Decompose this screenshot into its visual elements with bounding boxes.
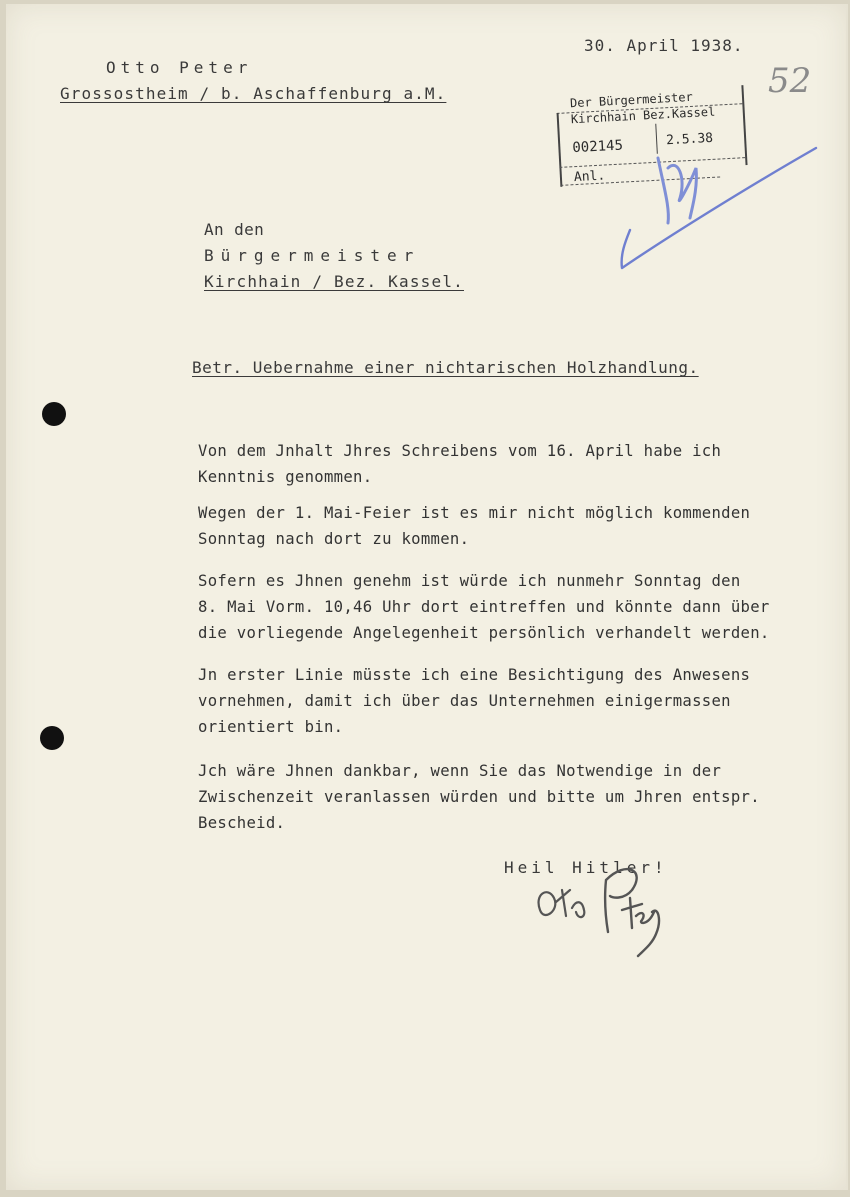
punch-hole-top xyxy=(42,402,66,426)
paragraph-5-line: Bescheid. xyxy=(198,814,286,832)
paragraph-2-line: Sonntag nach dort zu kommen. xyxy=(198,530,470,548)
recipient-line-1: An den xyxy=(204,220,265,239)
sender-place: Grossostheim / b. Aschaffenburg a.M. xyxy=(60,84,447,103)
margin-note xyxy=(764,56,816,106)
paragraph-4-line: orientiert bin. xyxy=(198,718,344,736)
stamp-town: Kirchhain Bez.Kassel xyxy=(570,104,716,127)
margin-note-mark xyxy=(764,56,816,102)
closing-salutation: Heil Hitler! xyxy=(504,858,668,877)
paragraph-4 xyxy=(198,662,750,740)
letter-page xyxy=(6,4,848,1190)
letter-date: 30. April 1938. xyxy=(584,36,744,55)
paragraph-1-line: Von dem Jnhalt Jhres Schreibens vom 16. April habe ich xyxy=(198,442,722,460)
paragraph-4-line: vornehmen, damit ich über das Unternehmen einigermassen xyxy=(198,692,731,710)
stamp-number: 002145 xyxy=(572,137,624,157)
paragraph-2-line: Wegen der 1. Mai-Feier ist es mir nicht möglich kommenden xyxy=(198,504,751,522)
blue-pencil-mark xyxy=(606,128,826,278)
paragraph-5 xyxy=(198,758,760,836)
svg-text:52: 52 xyxy=(768,61,812,101)
paragraph-5-line: Zwischenzeit veranlassen würden und bitte um Jhren entspr. xyxy=(198,788,760,806)
blue-initials xyxy=(658,158,696,223)
stamp-authority: Der Bürgermeister xyxy=(569,89,694,111)
sender-name: Otto Peter xyxy=(106,58,253,77)
stamp-date: 2.5.38 xyxy=(665,130,714,149)
recipient-line-3: Kirchhain / Bez. Kassel. xyxy=(204,272,464,291)
paragraph-3-line: die vorliegende Angelegenheit persönlich verhandelt werden. xyxy=(198,624,770,642)
paragraph-2 xyxy=(198,500,750,552)
recipient-line-2: Bürgermeister xyxy=(204,246,421,265)
paragraph-5-line: Jch wäre Jhnen dankbar, wenn Sie das Notwendige in der xyxy=(198,762,722,780)
handwritten-signature xyxy=(526,850,676,960)
blue-tick xyxy=(622,148,816,268)
paragraph-3 xyxy=(198,568,770,646)
paragraph-1 xyxy=(198,438,721,490)
stamp-attachment: Anl. xyxy=(573,168,606,186)
punch-hole-bottom xyxy=(40,726,64,750)
stamp-border-left xyxy=(557,113,563,187)
paragraph-1-line: Kenntnis genommen. xyxy=(198,468,373,486)
subject-line: Betr. Uebernahme einer nichtarischen Holzhandlung. xyxy=(192,358,699,377)
paragraph-4-line: Jn erster Linie müsste ich eine Besichtigung des Anwesens xyxy=(198,666,751,684)
paragraph-3-line: Sofern es Jhnen genehm ist würde ich nunmehr Sonntag den xyxy=(198,572,741,590)
paragraph-3-line: 8. Mai Vorm. 10,46 Uhr dort eintreffen und könnte dann über xyxy=(198,598,770,616)
